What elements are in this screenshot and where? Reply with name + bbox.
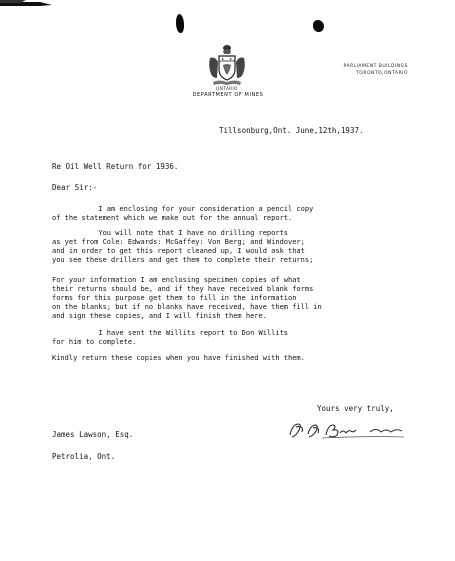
- body-paragraph: You will note that I have no drilling reports as yet from Cole: Edwards: McGaffey: Von Berg; and Windover; and in order to get this report cleaned up, I would ask that you see these drillers and get them to complete their returns;: [52, 229, 314, 264]
- handwritten-signature: [286, 419, 408, 441]
- letter-date: Tillsonburg,Ont. June,12th,1937.: [219, 126, 364, 135]
- address-line: TORONTO,ONTARIO: [356, 71, 408, 76]
- coat-of-arms-icon: [205, 42, 249, 88]
- punch-hole-mark: [313, 20, 324, 32]
- punch-hole-mark: [175, 14, 184, 34]
- body-paragraph: I am enclosing for your consideration a pencil copy of the statement which we make out for the annual report.: [52, 205, 314, 222]
- province-label: ONTARIO: [216, 86, 238, 91]
- recipient-name: James Lawson, Esq.: [52, 430, 134, 439]
- recipient-place: Petrolia, Ont.: [52, 452, 116, 461]
- salutation: Dear Sir:-: [52, 183, 98, 192]
- body-paragraph: Kindly return these copies when you have finished with them.: [52, 354, 305, 362]
- address-line: PARLIAMENT BUILDINGS: [343, 64, 408, 69]
- complimentary-close: Yours very truly,: [317, 404, 394, 413]
- body-paragraph: I have sent the Willits report to Don Willits for him to complete.: [52, 329, 289, 346]
- department-name: DEPARTMENT OF MINES: [192, 92, 264, 98]
- scan-edge-mark: [0, 0, 52, 10]
- body-paragraph: For your information I am enclosing specimen copies of what their returns should be, and if they have received blank forms forms for this purpose get them to fill in the information on the blanks; but if no blanks have received, have them fill in and sign these copies, and I will finish them here.: [52, 276, 322, 320]
- letterhead-address: [326, 63, 408, 77]
- letter-subject: Re Oil Well Return for 1936.: [52, 162, 179, 171]
